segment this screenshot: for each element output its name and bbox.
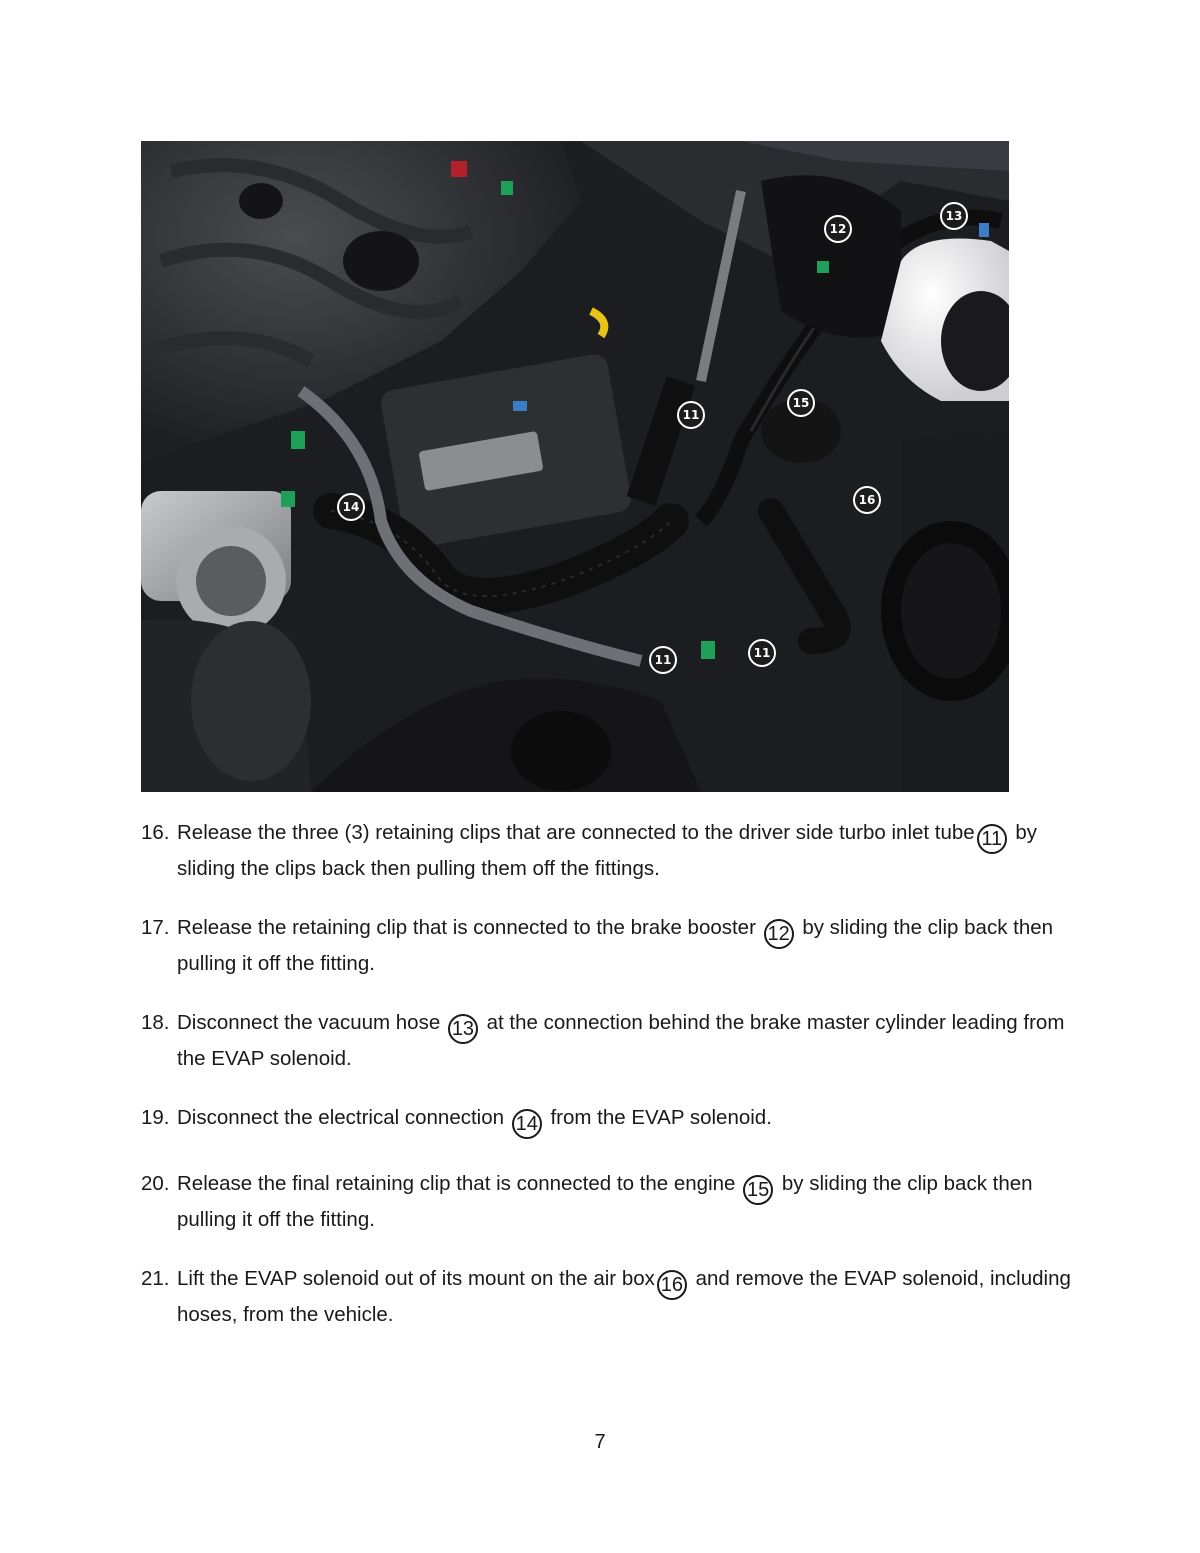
step-20 (141, 1169, 1071, 1234)
reference-circle-11: 11 (977, 824, 1007, 854)
step-number: 17. (141, 916, 170, 939)
step-text-before: Release the three (3) retaining clips that are connected to the driver side turbo inlet tube (177, 821, 975, 844)
reference-circle-15: 15 (743, 1175, 773, 1205)
callout-13: 13 (940, 202, 968, 230)
step-text-after: at the connection behind the brake master cylinder leading from the EVAP solenoid. (177, 1011, 1065, 1070)
callout-12: 12 (824, 215, 852, 243)
engine-bay-illustration (141, 141, 1009, 792)
engine-bay-photo (141, 141, 1009, 792)
reference-circle-12: 12 (764, 919, 794, 949)
step-number: 16. (141, 821, 170, 844)
step-16 (141, 818, 1071, 883)
callout-11-upper: 11 (677, 401, 705, 429)
instruction-steps (141, 818, 1071, 1359)
reference-circle-14: 14 (512, 1109, 542, 1139)
step-text-after: and remove the EVAP solenoid, including hoses, from the vehicle. (177, 1267, 1071, 1326)
step-text-before: Release the retaining clip that is connected to the brake booster (177, 916, 756, 939)
callout-14: 14 (337, 493, 365, 521)
step-number: 20. (141, 1172, 170, 1195)
reference-circle-13: 13 (448, 1014, 478, 1044)
page-number: 7 (594, 1431, 606, 1453)
step-text-before: Lift the EVAP solenoid out of its mount on the air box (177, 1267, 655, 1290)
step-17 (141, 913, 1071, 978)
step-text-after: by sliding the clip back then pulling it off the fitting. (177, 1172, 1033, 1231)
step-21 (141, 1264, 1071, 1329)
step-number: 21. (141, 1267, 170, 1290)
step-text-after: by sliding the clips back then pulling them off the fittings. (177, 821, 1038, 880)
callout-16: 16 (853, 486, 881, 514)
step-text-before: Disconnect the vacuum hose (177, 1011, 441, 1034)
reference-circle-16: 16 (657, 1270, 687, 1300)
step-text-after: from the EVAP solenoid. (550, 1106, 772, 1129)
step-number: 18. (141, 1011, 170, 1034)
step-19 (141, 1103, 1071, 1139)
step-text-before: Disconnect the electrical connection (177, 1106, 505, 1129)
step-text-after: by sliding the clip back then pulling it off the fitting. (177, 916, 1054, 975)
step-number: 19. (141, 1106, 170, 1129)
callout-11-lower-right: 11 (748, 639, 776, 667)
step-18 (141, 1008, 1071, 1073)
callout-11-lower-left: 11 (649, 646, 677, 674)
callout-15: 15 (787, 389, 815, 417)
step-text-before: Release the final retaining clip that is connected to the engine (177, 1172, 736, 1195)
